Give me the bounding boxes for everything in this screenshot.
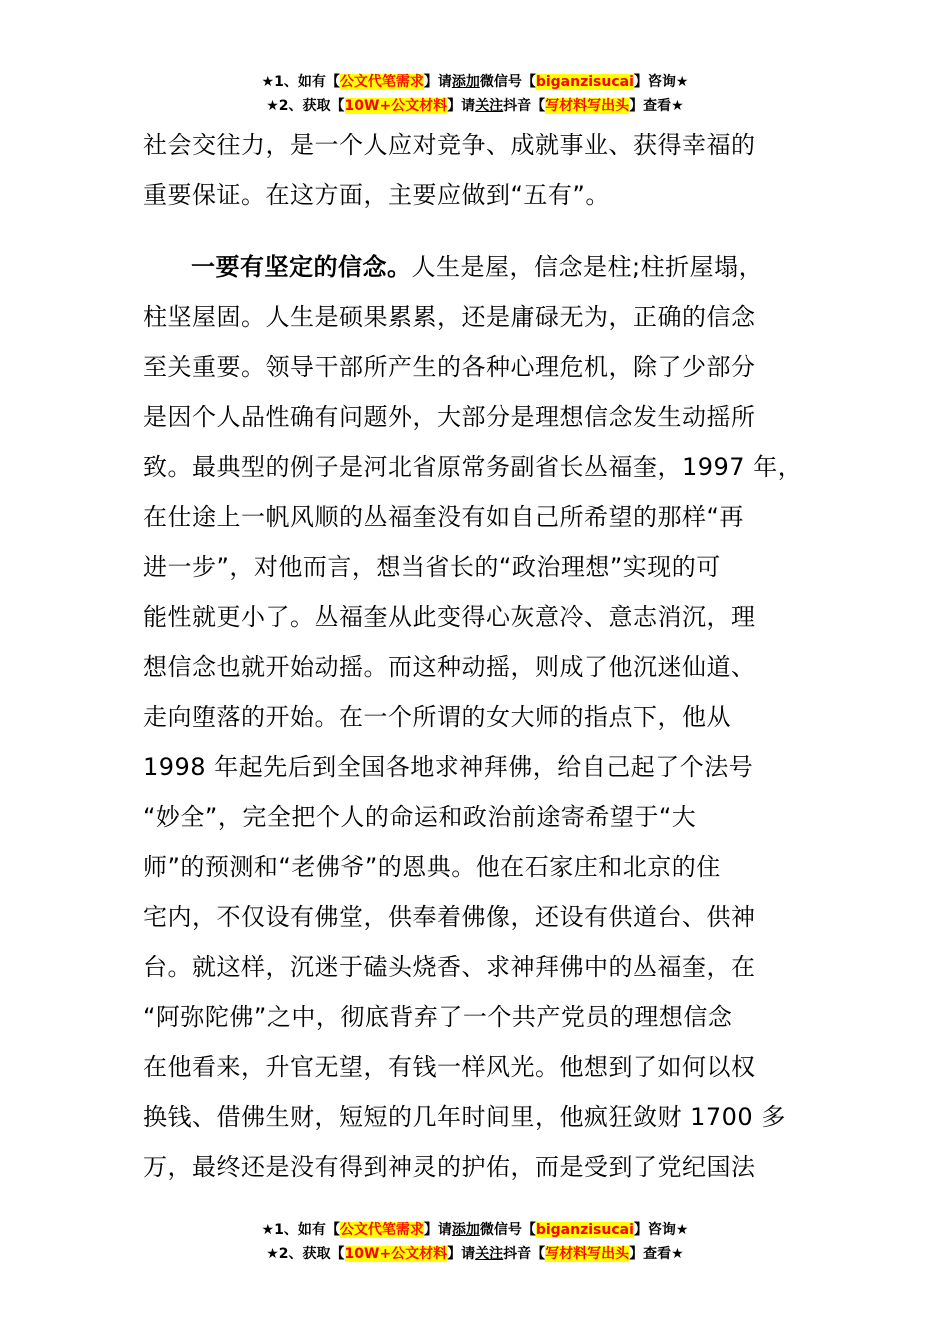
body-line: 1998 年起先后到全国各地求神拜佛，给自己起了个法号 — [143, 753, 754, 781]
body-line: 在他看来，升官无望，有钱一样风光。他想到了如何以权 — [143, 1053, 756, 1081]
body-line: 进一步”，对他而言，想当省长的“政治理想”实现的可 — [143, 553, 721, 581]
banner-highlight-materials: 10W+公文材料 — [344, 1246, 448, 1262]
body-line: 能性就更小了。丛福奎从此变得心灰意冷、意志消沉，理 — [143, 603, 756, 631]
document-body — [143, 120, 813, 1192]
body-line: 至关重要。领导干部所产生的各种心理危机，除了少部分 — [143, 353, 756, 381]
body-line: “妙全”，完全把个人的命运和政治前途寄希望于“大 — [143, 803, 697, 831]
body-line: 想信念也就开始动摇。而这种动摇，则成了他沉迷仙道、 — [143, 653, 756, 681]
body-line: 致。最典型的例子是河北省原常务副省长丛福奎，1997 年， — [143, 453, 803, 481]
banner-highlight-douyin: 写材料写出头 — [545, 1246, 630, 1262]
section-heading: 一要有坚定的信念。 — [191, 253, 412, 281]
body-line-fragment: 人生是屋，信念是柱;柱折屋塌， — [411, 253, 764, 281]
body-line: 在仕途上一帆风顺的丛福奎没有如自己所希望的那样“再 — [143, 503, 744, 531]
body-line: 走向堕落的开始。在一个所谓的女大师的指点下，他从 — [143, 703, 731, 731]
footer-banner — [0, 1218, 950, 1266]
body-line: 是因个人品性确有问题外，大部分是理想信念发生动摇所 — [143, 403, 756, 431]
section-heading-line — [143, 242, 813, 292]
body-line: “阿弥陀佛”之中，彻底背弃了一个共产党员的理想信念 — [143, 1003, 733, 1031]
banner-highlight-service: 公文代笔需求 — [339, 1222, 424, 1238]
banner-highlight-materials: 10W+公文材料 — [344, 98, 448, 114]
body-line: 社会交往力，是一个人应对竞争、成就事业、获得幸福的 — [143, 131, 756, 159]
banner-highlight-wechat-id: biganzisucai — [535, 74, 634, 90]
body-line: 柱坚屋固。人生是硕果累累，还是庸碌无为，正确的信念 — [143, 303, 756, 331]
banner-highlight-douyin: 写材料写出头 — [545, 98, 630, 114]
body-line: 万，最终还是没有得到神灵的护佑，而是受到了党纪国法 — [143, 1153, 756, 1181]
banner-highlight-wechat-id: biganzisucai — [535, 1222, 634, 1238]
body-line: 重要保证。在这方面，主要应做到“五有”。 — [143, 181, 610, 209]
body-line: 换钱、借佛生财，短短的几年时间里，他疯狂敛财 1700 多 — [143, 1103, 786, 1131]
banner-line-1: ★1、如有【公文代笔需求】请添加微信号【biganzisucai】咨询★ — [261, 1222, 689, 1238]
body-line: 师”的预测和“老佛爷”的恩典。他在石家庄和北京的住 — [143, 853, 721, 881]
header-banner — [0, 70, 950, 118]
body-line: 宅内，不仅设有佛堂，供奉着佛像，还设有供道台、供神 — [143, 903, 756, 931]
banner-line-2: ★2、获取【10W+公文材料】请关注抖音【写材料写出头】查看★ — [266, 98, 684, 114]
banner-line-1: ★1、如有【公文代笔需求】请添加微信号【biganzisucai】咨询★ — [261, 74, 689, 90]
body-line: 台。就这样，沉迷于磕头烧香、求神拜佛中的丛福奎，在 — [143, 953, 756, 981]
banner-highlight-service: 公文代笔需求 — [339, 74, 424, 90]
banner-line-2: ★2、获取【10W+公文材料】请关注抖音【写材料写出头】查看★ — [266, 1246, 684, 1262]
